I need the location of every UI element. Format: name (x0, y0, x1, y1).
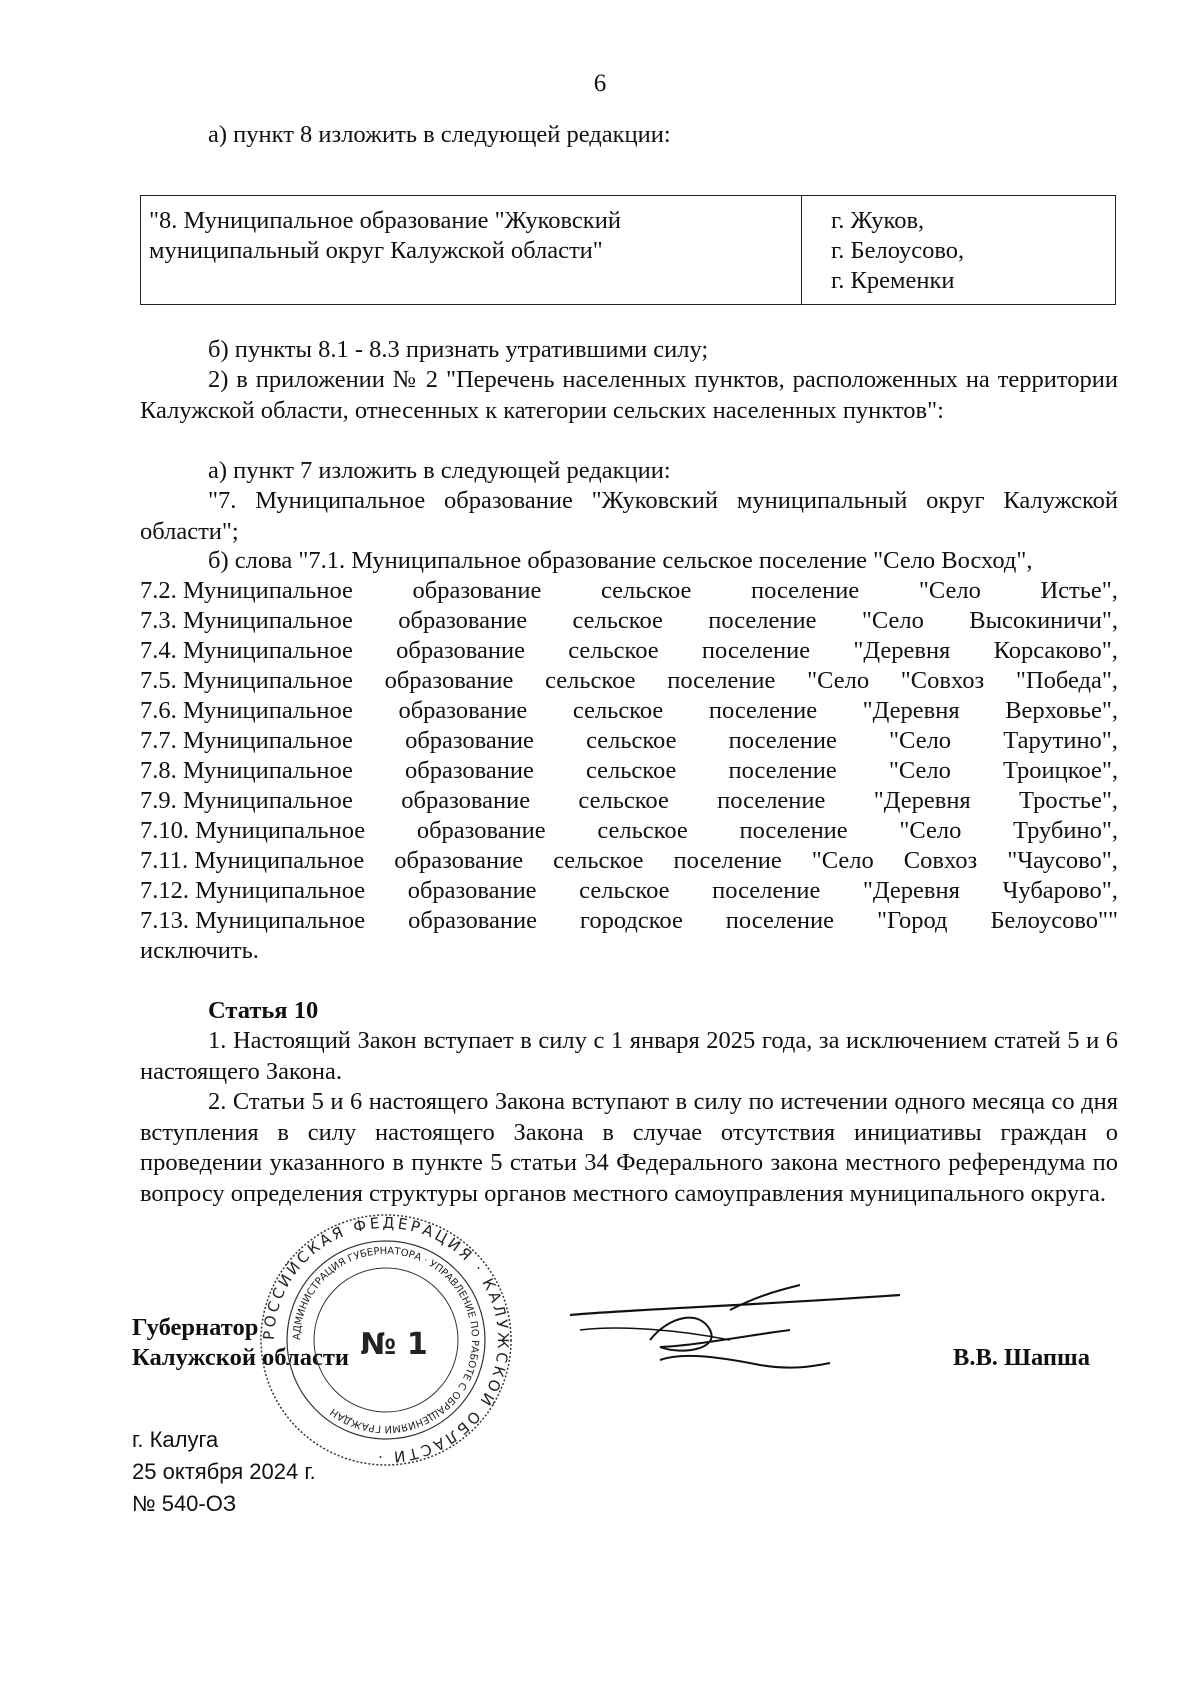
item-2a-text: "7. Муниципальное образование "Жуковский муниципальный округ Калужской области"; (140, 487, 1118, 545)
list-item-word: сельское (597, 817, 688, 844)
list-item-word: 7.7. Муниципальное (140, 727, 353, 754)
list-item-word: поселение (673, 847, 782, 874)
table-right-line: г. Жуков, (831, 207, 925, 234)
list-item-word: 7.13. Муниципальное (140, 907, 366, 934)
list-item-word: "Победа", (1015, 667, 1118, 694)
list-item-word: "Село (811, 847, 874, 874)
list-item-word: поселение (725, 907, 835, 934)
list-item-word: "Деревня (853, 637, 951, 664)
list-item-word: 7.10. Муниципальное (140, 817, 366, 844)
item-2: 2) в приложении № 2 "Перечень населенных пунктов, расположенных на территории Калужской области, отнесенных к категории сельских населенных пунктов": (140, 366, 1118, 424)
list-item-word: Белоусово"" (990, 907, 1118, 934)
official-seal (256, 1210, 516, 1470)
list-item-word: "Село (861, 607, 924, 634)
list-item-word: "Деревня (862, 877, 960, 904)
date: 25 октября 2024 г. (132, 1459, 316, 1484)
list-item-word: образование (398, 697, 528, 724)
list-item-word: сельское (572, 607, 663, 634)
list-item-word: образование (398, 607, 528, 634)
list-item-word: 7.11. Муниципальное (140, 847, 365, 874)
list-item (140, 576, 1118, 606)
list-item-word: поселение (728, 727, 837, 754)
article-paragraph-2: 2. Статьи 5 и 6 настоящего Закона вступают в силу по истечении одного месяца со дня вступления в силу настоящего Закона в случае отсутствия инициативы граждан о проведении указанного в пункте 5 статьи 34 Федерального закона местного референдума по вопросу определения структуры органов местного самоуправления муниципального округа. (140, 1088, 1118, 1207)
list-item-word: сельское (568, 637, 659, 664)
item-a-intro: а) пункт 8 изложить в следующей редакции: (208, 121, 671, 148)
list-item-word: поселение (751, 577, 860, 604)
list-item-word: Тростье", (1019, 787, 1118, 814)
list-item-word: 7.9. Муниципальное (140, 787, 353, 814)
table-divider (801, 196, 802, 304)
list-item-word: Верховье", (1005, 697, 1118, 724)
list-item-word: образование (401, 787, 531, 814)
list-item (140, 846, 1118, 876)
list-item-word: Корсаково", (993, 637, 1118, 664)
table-left-line: муниципальный округ Калужской области" (149, 237, 603, 264)
governor-name: В.В. Шапша (953, 1344, 1090, 1371)
list-item-word: "Село (918, 577, 981, 604)
item-2b-first: б) слова "7.1. Муниципальное образование сельское поселение "Село Восход", (208, 547, 1033, 574)
list-item-word: 7.12. Муниципальное (140, 877, 366, 904)
list-item-word: "Чаусово", (1007, 847, 1118, 874)
list-item-word: поселение (712, 877, 821, 904)
list-item-word: образование (416, 817, 546, 844)
list-item-word: поселение (708, 697, 818, 724)
list-item-word: образование (408, 907, 537, 934)
governor-title: Губернатор (132, 1314, 259, 1341)
settlement-table (140, 195, 1116, 305)
place: г. Калуга (132, 1427, 219, 1452)
exclude-text: исключить. (140, 937, 259, 964)
list-item-word: сельское (600, 577, 692, 604)
list-item-word: образование (384, 667, 514, 694)
list-item (140, 606, 1118, 636)
table-right-line: г. Кременки (831, 267, 955, 294)
list-item-word: 7.5. Муниципальное (140, 667, 353, 694)
item-b: б) пункты 8.1 - 8.3 признать утратившими силу; (208, 336, 709, 363)
list-item-word: образование (396, 637, 525, 664)
list-item-word: поселение (708, 607, 817, 634)
list-item-word: "Село (889, 727, 952, 754)
list-item-word: Чубарово", (1002, 877, 1118, 904)
list-item-word: Совхоз (903, 847, 978, 874)
list-item (140, 876, 1118, 906)
list-item-word: "Село (899, 817, 962, 844)
list-item-word: сельское (586, 727, 677, 754)
list-item (140, 756, 1118, 786)
list-item-word: образование (412, 577, 542, 604)
list-item-word: поселение (701, 637, 811, 664)
list-item-word: сельское (578, 787, 669, 814)
list-item-word: 7.8. Муниципальное (140, 757, 353, 784)
table-right-line: г. Белоусово, (831, 237, 965, 264)
list-item-word: сельское (572, 697, 664, 724)
list-item-word: Тарутино", (1003, 727, 1118, 754)
table-left-line: "8. Муниципальное образование "Жуковский (149, 207, 621, 234)
list-item-word: поселение (728, 757, 837, 784)
list-item-word: городское (579, 907, 683, 934)
list-item-word: образование (407, 877, 537, 904)
list-item-word: 7.3. Муниципальное (140, 607, 353, 634)
list-item (140, 636, 1118, 666)
law-number: № 540-ОЗ (132, 1491, 237, 1516)
list-item (140, 726, 1118, 756)
list-item-word: Высокиничи", (969, 607, 1118, 634)
list-item-word: сельское (553, 847, 644, 874)
list-item (140, 786, 1118, 816)
item-2a: а) пункт 7 изложить в следующей редакции: (208, 457, 671, 484)
list-item (140, 696, 1118, 726)
list-item-word: сельское (585, 757, 677, 784)
handwritten-signature (560, 1275, 940, 1395)
table-left-cell (149, 206, 621, 266)
list-item-word: "Город (876, 907, 948, 934)
list-item (140, 666, 1118, 696)
list-item (140, 816, 1118, 846)
list-item-word: образование (394, 847, 524, 874)
list-item-word: "Село (807, 667, 870, 694)
list-item-word: поселение (667, 667, 776, 694)
list-item-word: сельское (545, 667, 636, 694)
list-item-word: Троицкое", (1002, 757, 1118, 784)
list-item-word: "Совхоз (900, 667, 985, 694)
list-item-word: Истье", (1040, 577, 1118, 604)
list-item-word: 7.4. Муниципальное (140, 637, 353, 664)
page-number: 6 (593, 70, 607, 97)
list-item-word: Трубино", (1013, 817, 1118, 844)
seal-inner-text: АДМИНИСТРАЦИЯ ГУБЕРНАТОРА · УПРАВЛЕНИЕ ПО РАБОТЕ С ОБРАЩЕНИЯМИ ГРАЖДАН (291, 1245, 481, 1435)
seal-number: № 1 (360, 1327, 428, 1362)
seal-outer-text: РОССИЙСКАЯ ФЕДЕРАЦИЯ · КАЛУЖСКОЙ ОБЛАСТИ · (259, 1213, 513, 1467)
article-title: Статья 10 (208, 997, 319, 1024)
list-item-word: "Деревня (873, 787, 971, 814)
list-item-word: образование (405, 727, 534, 754)
governor-region: Калужской области (132, 1344, 349, 1371)
article-paragraph-1: 1. Настоящий Закон вступает в силу с 1 января 2025 года, за исключением статей 5 и 6 настоящего Закона. (140, 1027, 1118, 1085)
list-item-word: поселение (717, 787, 826, 814)
list-item (140, 906, 1118, 936)
list-item-word: образование (405, 757, 534, 784)
list-item-word: "Село (888, 757, 951, 784)
list-item-word: сельское (579, 877, 670, 904)
list-item-word: поселение (739, 817, 848, 844)
list-item-word: 7.2. Муниципальное (140, 577, 353, 604)
list-item-word: 7.6. Муниципальное (140, 697, 353, 724)
list-item-word: "Деревня (862, 697, 960, 724)
table-right-cell (831, 206, 964, 296)
